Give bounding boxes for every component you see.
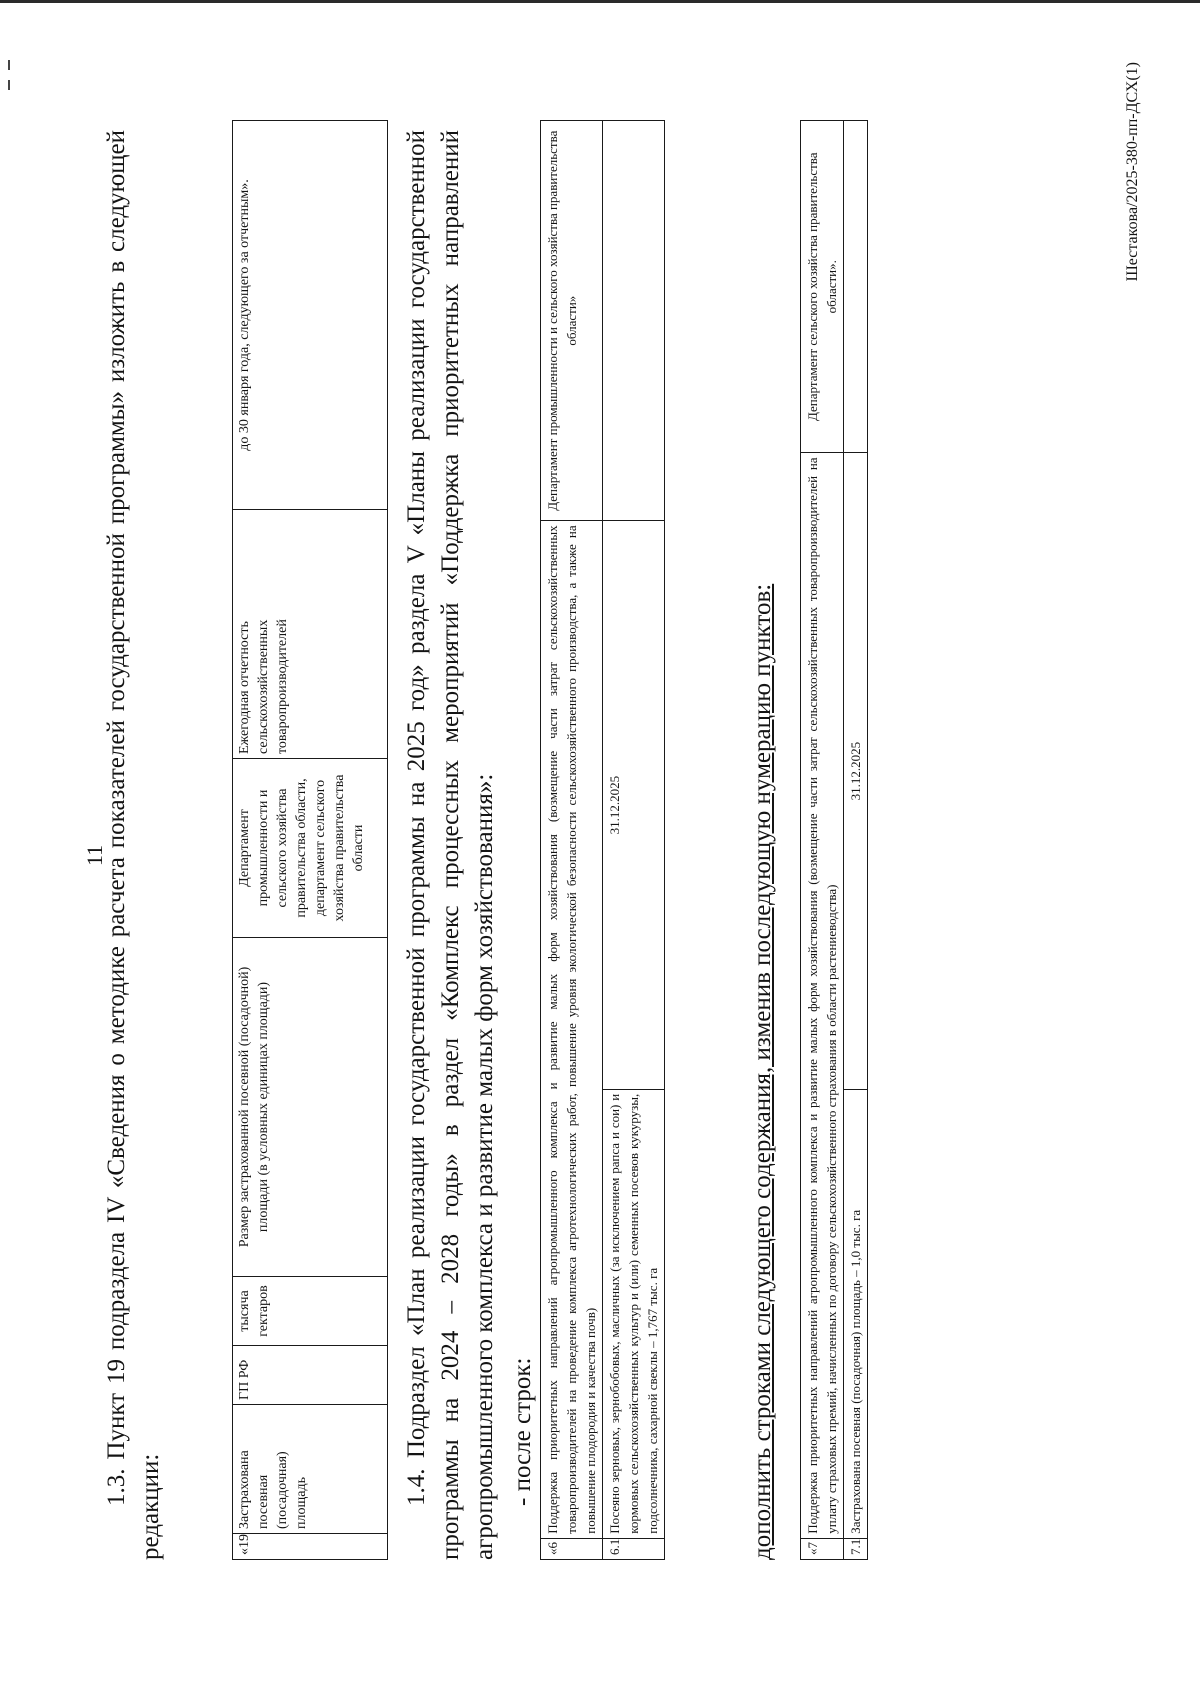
deadline: до 30 января года, следующего за отчетным». bbox=[233, 121, 388, 510]
row-number: 6.1 bbox=[603, 1538, 665, 1559]
result-text: Посеяно зерновых, зернобобовых, масличных (за исключением рапса и сои) и кормовых сельскохозяйственных культур и (или) семенных посевов кукурузы, подсолнечника, сахарной свеклы – 1,767 тыс. га bbox=[603, 1089, 665, 1538]
after-rows-label: - после строк: bbox=[509, 1357, 536, 1506]
responsible-department: Департамент промышленности и сельского хозяйства правительства области» bbox=[541, 121, 603, 521]
responsible-department: Департамент сельского хозяйства правительства области». bbox=[801, 121, 844, 453]
supplement-label bbox=[746, 130, 780, 1560]
control-date: 31.12.2025 bbox=[844, 453, 868, 1089]
indicator-table-19 bbox=[232, 120, 388, 1560]
program-level: ГП РФ bbox=[233, 1346, 388, 1405]
paragraph-1-4: 1.4. Подраздел «План реализации государственной программы на 2025 год» раздела V «Планы реализации государственной программы на 2024 – 2028 годы» в раздел «Комплекс процессных мероприятий «Поддержка приоритетных направлений агропромышленного комплекса и развитие малых форм хозяйствования»: bbox=[403, 130, 498, 1560]
page-number: 11 bbox=[82, 844, 107, 866]
supplement-text: дополнить строками следующего содержания, изменив последующую нумерацию пунктов: bbox=[749, 583, 776, 1560]
result-text: Застрахована посевная (посадочная) площадь – 1,0 тыс. га bbox=[844, 1089, 868, 1538]
unit-of-measure: тысяча гектаров bbox=[233, 1277, 388, 1346]
measure-text: Поддержка приоритетных направлений агропромышленного комплекса и развитие малых форм хозяйствования (возмещение части затрат сельскохозяйственных товаропроизводителей на уплату страховых премий, начисленных по договору сельскохозяйственного страхования в области растениеводства) bbox=[801, 453, 844, 1538]
row-number: «7 bbox=[801, 1538, 844, 1559]
paragraph-1-3: 1.3. Пункт 19 подраздела IV «Сведения о методике расчета показателей государственной программы» изложить в следующей редакции: bbox=[103, 130, 164, 1560]
empty-cell bbox=[603, 121, 665, 521]
plan-table-existing bbox=[540, 120, 665, 1560]
row-number: «19 bbox=[233, 1534, 388, 1560]
row-number: «6 bbox=[541, 1538, 603, 1559]
indicator-name: Застрахована посевная (посадочная) площадь bbox=[233, 1405, 388, 1534]
table-row bbox=[844, 121, 868, 1560]
row-number: 7.1 bbox=[844, 1538, 868, 1559]
table-row bbox=[603, 121, 665, 1560]
data-source: Ежегодная отчетность сельскохозяйственных товаропроизводителей bbox=[233, 510, 388, 759]
table-row bbox=[233, 121, 388, 1560]
calculation-method: Размер застрахованной посевной (посадочной) площади (в условных единицах площади) bbox=[233, 938, 388, 1277]
empty-cell bbox=[844, 121, 868, 453]
footer-code: Шестакова/2025-380-пп-ДСХ(1) bbox=[1124, 62, 1141, 282]
table-row bbox=[801, 121, 844, 1560]
measure-text: Поддержка приоритетных направлений агропромышленного комплекса и развитие малых форм хозяйствования (возмещение части затрат сельскохозяйственных товаропроизводителей на проведение комплекса агротехнологических работ, повышение уровня экологической безопасности сельскохозяйственного производства, а также на повышение плодородия и качества почв) bbox=[541, 521, 603, 1538]
plan-table-new bbox=[800, 120, 868, 1560]
table-row bbox=[541, 121, 603, 1560]
responsible-department: Департамент промышленности и сельского хозяйства правительства области, департамент сельского хозяйства правительства области bbox=[233, 759, 388, 938]
control-date: 31.12.2025 bbox=[603, 521, 665, 1089]
